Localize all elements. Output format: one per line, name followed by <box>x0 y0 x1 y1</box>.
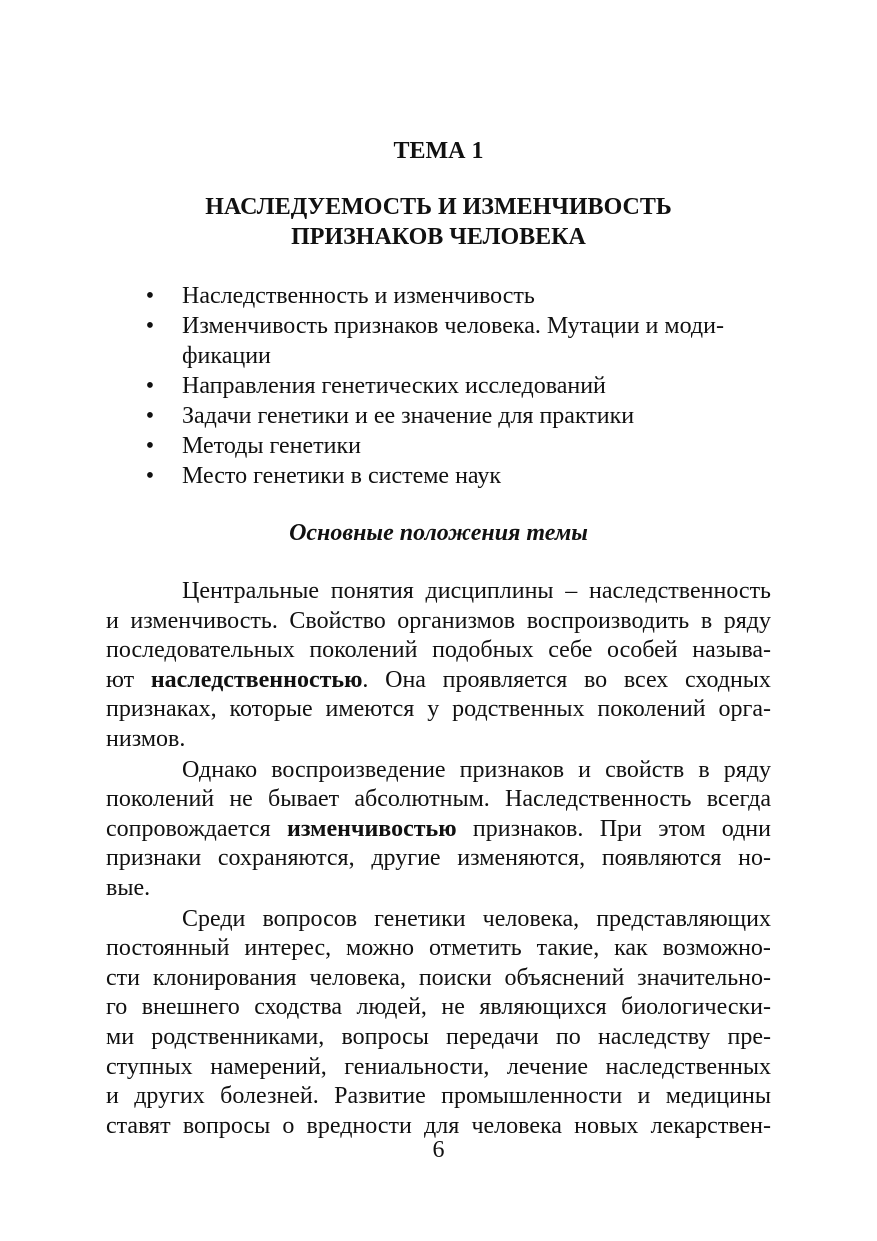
word: одни <box>721 815 771 842</box>
title-line: НАСЛЕДУЕМОСТЬ И ИЗМЕНЧИВОСТЬ <box>205 194 672 220</box>
word: объяснений <box>504 964 625 991</box>
word: сходных <box>685 666 771 693</box>
topic-item <box>140 431 780 461</box>
word: передачи <box>446 1023 539 1050</box>
word: ставят <box>106 1112 171 1139</box>
body-paragraph <box>106 756 771 904</box>
text-line <box>106 725 771 755</box>
word: и <box>106 607 119 634</box>
topic-item <box>140 461 780 491</box>
word: – <box>565 578 578 604</box>
bullet-icon: • <box>145 433 155 459</box>
word: всех <box>623 666 669 693</box>
word: сопровождается <box>106 815 271 842</box>
topic-item-line: Наследственность и изменчивость <box>182 283 535 309</box>
text-line <box>106 1082 771 1112</box>
word: признаков. <box>472 815 584 842</box>
topic-item-line: Место генетики в системе наук <box>182 463 502 489</box>
text-line <box>106 666 771 696</box>
word: и <box>578 756 592 783</box>
text-line <box>106 756 771 786</box>
text-line <box>106 1053 771 1083</box>
text-line <box>106 905 771 935</box>
word: поиски <box>418 964 492 991</box>
word: вые. <box>106 874 151 901</box>
text-line <box>106 844 771 874</box>
word: называ- <box>692 637 771 664</box>
topic-item <box>140 281 780 311</box>
text-line <box>106 1023 771 1053</box>
text-line <box>106 785 771 815</box>
page-title <box>0 192 877 252</box>
section-subheading: Основные положения темы <box>289 520 588 546</box>
word: людей, <box>356 994 427 1021</box>
topic-item-line: фикации <box>182 343 271 369</box>
word: генетики <box>374 905 466 932</box>
word: значительно- <box>637 964 771 991</box>
topic-list <box>140 281 780 491</box>
bullet-icon: • <box>145 313 155 339</box>
word: внешнего <box>141 994 240 1021</box>
word: по <box>555 1023 581 1050</box>
text-line <box>106 577 771 607</box>
word: сходства <box>254 994 342 1021</box>
word: имеются <box>325 696 415 723</box>
word: Среди <box>182 905 246 932</box>
body-text <box>106 577 771 1142</box>
word: го <box>106 994 128 1021</box>
bullet-icon: • <box>145 373 155 399</box>
word: которые <box>229 696 313 723</box>
word: низмов. <box>106 725 186 752</box>
word: абсолютным. <box>354 786 490 813</box>
word: ступных <box>106 1053 193 1080</box>
word: ми <box>106 1023 135 1050</box>
word: появляются <box>601 845 722 872</box>
word: вопросов <box>262 905 358 932</box>
word: родственниками, <box>151 1023 325 1050</box>
topic-item-line: Задачи генетики и ее значение для практики <box>182 403 635 429</box>
word: особей <box>606 637 678 664</box>
word: постоянный <box>106 935 230 962</box>
bold-term: изменчивостью <box>286 815 457 842</box>
word: человека, <box>309 964 406 991</box>
topic-item-line: Направления генетических исследований <box>182 373 606 399</box>
text-line <box>106 607 771 637</box>
word: Однако <box>182 756 258 783</box>
word: такие, <box>536 935 600 962</box>
text-line <box>106 695 771 725</box>
word: человека <box>471 1112 562 1139</box>
word: и <box>106 1083 119 1110</box>
body-paragraph <box>106 905 771 1142</box>
word: сохраняются, <box>217 845 355 872</box>
word: наследственность <box>588 578 771 604</box>
word: новых <box>574 1112 639 1139</box>
word: являющихся <box>479 994 607 1021</box>
word: Свойство <box>289 607 386 634</box>
word: всегда <box>706 786 771 813</box>
text-line <box>106 874 771 904</box>
word: как <box>614 935 648 962</box>
word: Центральные <box>182 578 320 604</box>
word: биологически- <box>621 994 771 1021</box>
topic-item <box>140 311 780 371</box>
word: признаков <box>459 756 565 783</box>
bold-term: наследственностью <box>150 666 363 693</box>
word: намерений, <box>210 1053 327 1080</box>
text-line <box>106 934 771 964</box>
word: клонирования <box>152 964 297 991</box>
word: наследству <box>597 1023 711 1050</box>
theme-label: ТЕМА 1 <box>393 138 484 164</box>
word: лекарствен- <box>650 1112 771 1139</box>
word: сти <box>106 964 140 991</box>
topic-item-line: Методы генетики <box>182 433 362 459</box>
word: интерес, <box>244 935 332 962</box>
word: подобных <box>432 637 534 664</box>
word: представляющих <box>596 905 771 932</box>
word: поколений <box>106 786 215 813</box>
word: При <box>599 815 642 842</box>
word: о <box>282 1112 295 1139</box>
word: но- <box>738 845 771 872</box>
bullet-icon: • <box>145 403 155 429</box>
title-line: ПРИЗНАКОВ ЧЕЛОВЕКА <box>291 224 586 250</box>
word: для <box>424 1112 460 1139</box>
word: этом <box>658 815 706 842</box>
word: болезней. <box>220 1083 319 1110</box>
topic-item-line: Изменчивость признаков человека. Мутации и моди- <box>182 313 724 339</box>
word: промышленности <box>441 1083 623 1110</box>
word: медицины <box>665 1083 771 1110</box>
word: можно <box>346 935 415 962</box>
word: понятия <box>330 578 414 604</box>
bullet-icon: • <box>145 283 155 309</box>
word: . <box>362 666 369 693</box>
word: организмов <box>397 607 516 634</box>
text-line <box>106 993 771 1023</box>
word: родственных <box>452 696 585 723</box>
word: изменяются, <box>457 845 586 872</box>
word: лечение <box>506 1053 588 1080</box>
page-number: 6 <box>432 1137 445 1163</box>
word: других <box>134 1083 205 1110</box>
text-line <box>106 636 771 666</box>
word: вопросы <box>341 1023 429 1050</box>
word: орга- <box>718 696 771 723</box>
body-paragraph <box>106 577 771 755</box>
word-group <box>151 666 369 696</box>
word: у <box>427 696 440 723</box>
word: свойств <box>605 756 685 783</box>
word: пре- <box>727 1023 771 1050</box>
word: ряду <box>723 756 771 783</box>
word: другие <box>371 845 441 872</box>
word: гениальности, <box>344 1053 490 1080</box>
word: себе <box>548 637 593 664</box>
text-line <box>106 964 771 994</box>
word: отметить <box>428 935 522 962</box>
word: и <box>637 1083 651 1110</box>
word: возможно- <box>662 935 771 962</box>
word: поколений <box>597 696 706 723</box>
word: ют <box>106 666 135 693</box>
bullet-icon: • <box>145 463 155 489</box>
topic-item <box>140 371 780 401</box>
word: в <box>698 756 710 783</box>
word: дисциплины <box>425 578 554 604</box>
word: поколений <box>309 637 418 664</box>
word: Развитие <box>334 1083 426 1110</box>
word: ряду <box>723 607 771 634</box>
word: Наследственность <box>504 786 692 813</box>
word: вредности <box>306 1112 412 1139</box>
word: в <box>700 607 713 634</box>
word: воспроизводить <box>526 607 690 634</box>
word: не <box>441 994 465 1021</box>
topic-item <box>140 401 780 431</box>
word: вопросы <box>182 1112 271 1139</box>
word: Она <box>385 666 426 693</box>
word: проявляется <box>442 666 568 693</box>
word: воспроизведение <box>271 756 446 783</box>
word: человека, <box>482 905 580 932</box>
word: не <box>229 786 253 813</box>
text-line <box>106 815 771 845</box>
word: изменчивость. <box>130 607 278 634</box>
word: признаках, <box>106 696 217 723</box>
word: наследственных <box>605 1053 771 1080</box>
word: последовательных <box>106 637 295 664</box>
word: признаки <box>106 845 202 872</box>
word: бывает <box>268 786 340 813</box>
word: во <box>583 666 608 693</box>
